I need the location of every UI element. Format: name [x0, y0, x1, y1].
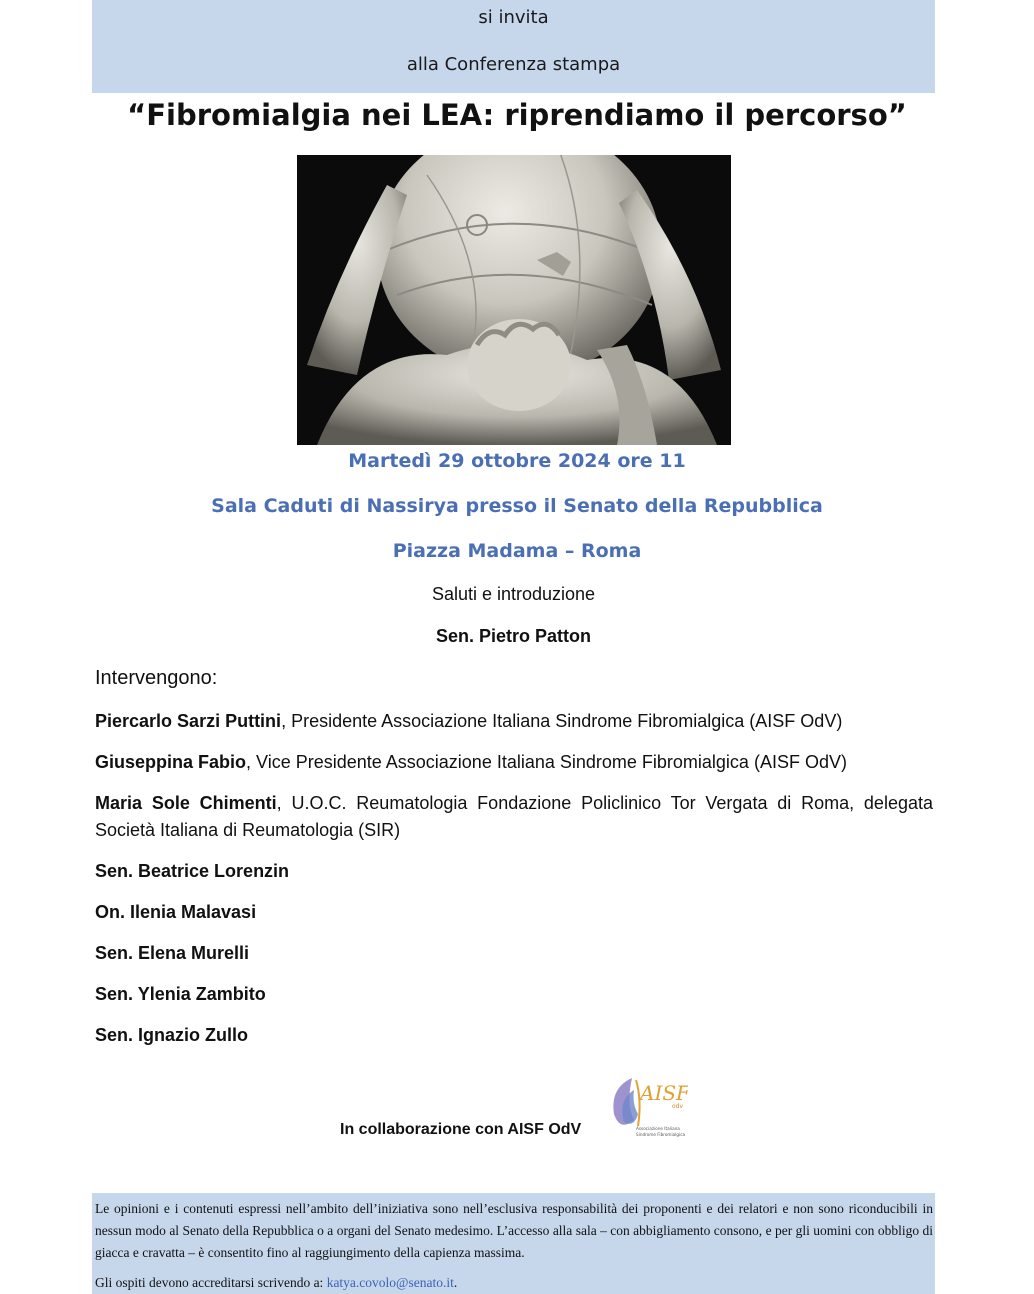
logo-caption-1: Associazione Italiana	[636, 1126, 680, 1131]
list-item	[95, 749, 933, 776]
conference-line: alla Conferenza stampa	[406, 54, 621, 75]
speaker-name: Maria Sole Chimenti	[95, 793, 277, 813]
atlas-statue-image	[297, 155, 731, 445]
speakers-list	[95, 708, 933, 1063]
butterfly-logo-icon	[604, 1070, 688, 1140]
speaker-name: Sen. Ylenia Zambito	[95, 984, 266, 1004]
opening-label: Saluti e introduzione	[431, 584, 596, 604]
accreditation-suffix: .	[453, 1275, 458, 1290]
speaker-role: , U.O.C. Reumatologia Fondazione Policlinico Tor Vergata di Roma, delegata Società Italiana di Reumatologia (SIR)	[95, 793, 933, 840]
collaboration-note: In collaborazione con AISF OdV	[340, 1121, 582, 1138]
event-date: Martedì 29 ottobre 2024 ore 11	[348, 450, 686, 472]
accreditation-email-link[interactable]: katya.covolo@senato.it	[326, 1275, 454, 1290]
list-item	[95, 790, 933, 844]
speaker-name: Sen. Beatrice Lorenzin	[95, 861, 290, 881]
speaker-name: Sen. Ignazio Zullo	[95, 1025, 248, 1045]
page-title: “Fibromialgia nei LEA: riprendiamo il percorso”	[127, 98, 907, 132]
atlas-statue-icon	[297, 155, 731, 445]
speaker-name: Sen. Elena Murelli	[95, 943, 250, 963]
speaker-role: , Vice Presidente Associazione Italiana Sindrome Fibromialgica (AISF OdV)	[246, 752, 847, 772]
list-item	[95, 1022, 933, 1049]
footer-band	[92, 1193, 935, 1294]
accreditation-line	[95, 1275, 457, 1291]
logo-wordmark: AISF	[640, 1081, 688, 1105]
list-item	[95, 981, 933, 1008]
disclaimer-text: Le opinioni e i contenuti espressi nell’ambito dell’iniziativa sono nell’esclusiva responsabilità dei proponenti e dei relatori e non sono riconducibili in nessun modo al Senato della Repubblica o a organi del Senato medesimo. L’accesso alla sala – con abbigliamento consono, e per gli uomini con obbligo di giacca e cravatta – è consentito fino al raggiungimento della capienza massima.	[95, 1201, 933, 1260]
list-item	[95, 899, 933, 926]
logo-suffix: odv	[672, 1103, 684, 1110]
opening-speaker: Sen. Pietro Patton	[435, 626, 592, 646]
list-item	[95, 858, 933, 885]
aisf-logo	[604, 1070, 688, 1140]
list-item	[95, 940, 933, 967]
speaker-role: , Presidente Associazione Italiana Sindrome Fibromialgica (AISF OdV)	[281, 711, 843, 731]
invite-line: si invita	[478, 7, 549, 28]
speaker-name: Piercarlo Sarzi Puttini	[95, 711, 282, 731]
speaker-name: Giuseppina Fabio	[95, 752, 247, 772]
list-item	[95, 708, 933, 735]
header-band	[92, 0, 935, 93]
speaker-name: On. Ilenia Malavasi	[95, 902, 257, 922]
accreditation-prefix: Gli ospiti devono accreditarsi scrivendo a:	[95, 1275, 327, 1290]
event-address: Piazza Madama – Roma	[392, 540, 642, 562]
speakers-heading: Intervengono:	[95, 667, 218, 689]
event-venue: Sala Caduti di Nassirya presso il Senato della Repubblica	[211, 495, 823, 517]
logo-caption-2: Sindrome Fibromialgica	[636, 1132, 686, 1137]
